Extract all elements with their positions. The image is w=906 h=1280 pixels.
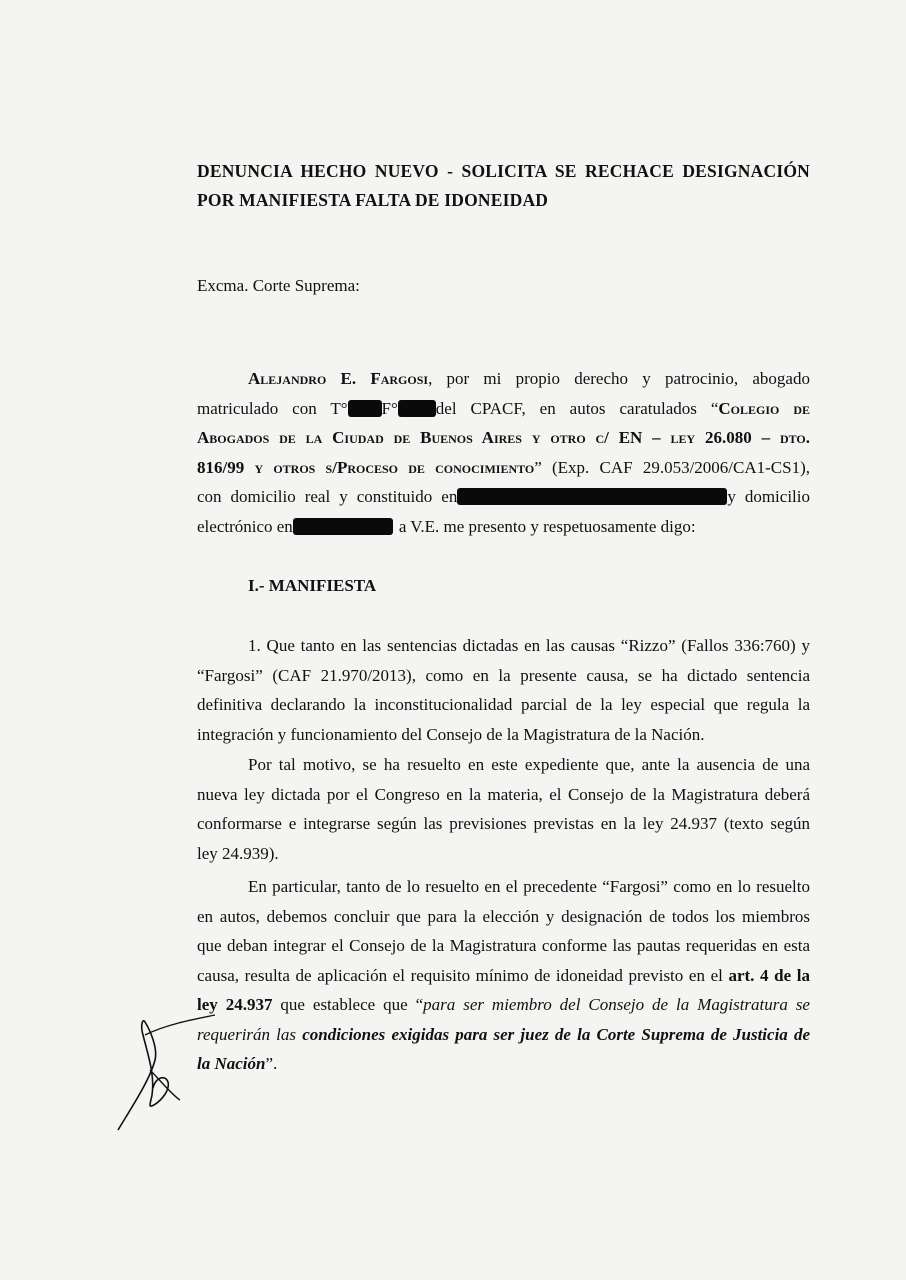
redaction-block [457, 488, 727, 505]
case-title: 816/99 y otros s/Proceso de conocimiento [197, 457, 535, 477]
p3-text: causa, resulta de aplicación el requisito mínimo de idoneidad previsto en el [197, 965, 729, 985]
redaction-block [398, 400, 436, 417]
handwritten-signature [110, 1010, 220, 1135]
paragraph-2 [197, 750, 810, 868]
intro-line-3: Abogados de la Ciudad de Buenos Aires y otro c/ EN – ley 26.080 – dto. [197, 428, 810, 447]
p3-line-6 [197, 1020, 810, 1050]
intro-text: y domicilio [727, 487, 810, 506]
redaction-block [293, 518, 393, 535]
p3-line-5 [197, 990, 810, 1020]
intro-text: matriculado con T° [197, 398, 348, 418]
p3-line-7 [197, 1049, 810, 1079]
quoted-text-bold: condiciones exigidas para ser juez de la Corte Suprema de Justicia de [302, 1024, 811, 1044]
intro-text: del CPACF, en autos caratulados “ [435, 398, 719, 418]
redaction-block [348, 400, 382, 417]
intro-line-5 [197, 482, 810, 512]
intro-paragraph [197, 364, 810, 541]
paragraph-1 [197, 631, 810, 749]
p1-line: definitiva declarando la inconstitucionalidad parcial de la ley especial que regula la [197, 695, 810, 714]
intro-line-6 [197, 512, 810, 542]
article-reference: art. 4 de la [728, 965, 811, 985]
quoted-text: para ser miembro del Consejo de la Magistratura se [423, 995, 810, 1014]
intro-text: F° [381, 398, 398, 418]
p1-line: integración y funcionamiento del Consejo de la Magistratura de la Nación. [197, 724, 705, 744]
case-title: Colegio de [718, 398, 810, 418]
quoted-text-bold: la Nación [197, 1054, 266, 1073]
intro-text: electrónico en [197, 516, 293, 536]
p2-line: nueva ley dictada por el Congreso en la materia, el Consejo de la Magistratura deberá [197, 784, 810, 804]
p3-line-1: En particular, tanto de lo resuelto en el precedente “Fargosi” como en lo resuelto [248, 877, 810, 896]
intro-line-1 [197, 364, 810, 394]
title-line-2: POR MANIFIESTA FALTA DE IDONEIDAD [197, 190, 549, 210]
p3-line-3: que deban integrar el Consejo de la Magistratura conforme las pautas requeridas en esta [197, 936, 810, 955]
intro-line-2 [197, 394, 810, 424]
salutation: Excma. Corte Suprema: [197, 276, 360, 295]
p2-line: Por tal motivo, se ha resuelto en este expediente que, ante la ausencia de una [248, 755, 810, 774]
p2-line: ley 24.939). [197, 843, 279, 863]
intro-text: ” (Exp. CAF 29.053/2006/CA1-CS1), [534, 457, 810, 477]
p3-text: ”. [265, 1054, 278, 1073]
p3-text: que establece que “ [272, 995, 424, 1014]
quoted-text: requerirán las [197, 1024, 303, 1044]
section-heading: I.- MANIFIESTA [248, 576, 377, 595]
title-line-1: DENUNCIA HECHO NUEVO - SOLICITA SE RECHACE DESIGNACIÓN [197, 161, 810, 181]
p3-line-4 [197, 961, 810, 991]
intro-text: a V.E. me presento y respetuosamente digo: [398, 516, 696, 536]
intro-text: , por mi propio derecho y patrocinio, abogado [428, 369, 810, 388]
author-name: Alejandro E. Fargosi [248, 369, 429, 388]
intro-text: con domicilio real y constituido en [197, 487, 458, 506]
p2-line: conformarse e integrarse según las previsiones previstas en la ley 24.937 (texto según [197, 814, 810, 833]
law-reference: ley 24.937 [197, 995, 273, 1014]
paragraph-3 [197, 872, 810, 1079]
document-title [197, 157, 810, 215]
p1-line: “Fargosi” (CAF 21.970/2013), como en la presente causa, se ha dictado sentencia [197, 665, 810, 685]
p1-line: 1. Que tanto en las sentencias dictadas en las causas “Rizzo” (Fallos 336:760) y [248, 636, 810, 655]
intro-line-4 [197, 453, 810, 483]
p3-line-2: en autos, debemos concluir que para la elección y designación de todos los miembros [197, 906, 810, 926]
